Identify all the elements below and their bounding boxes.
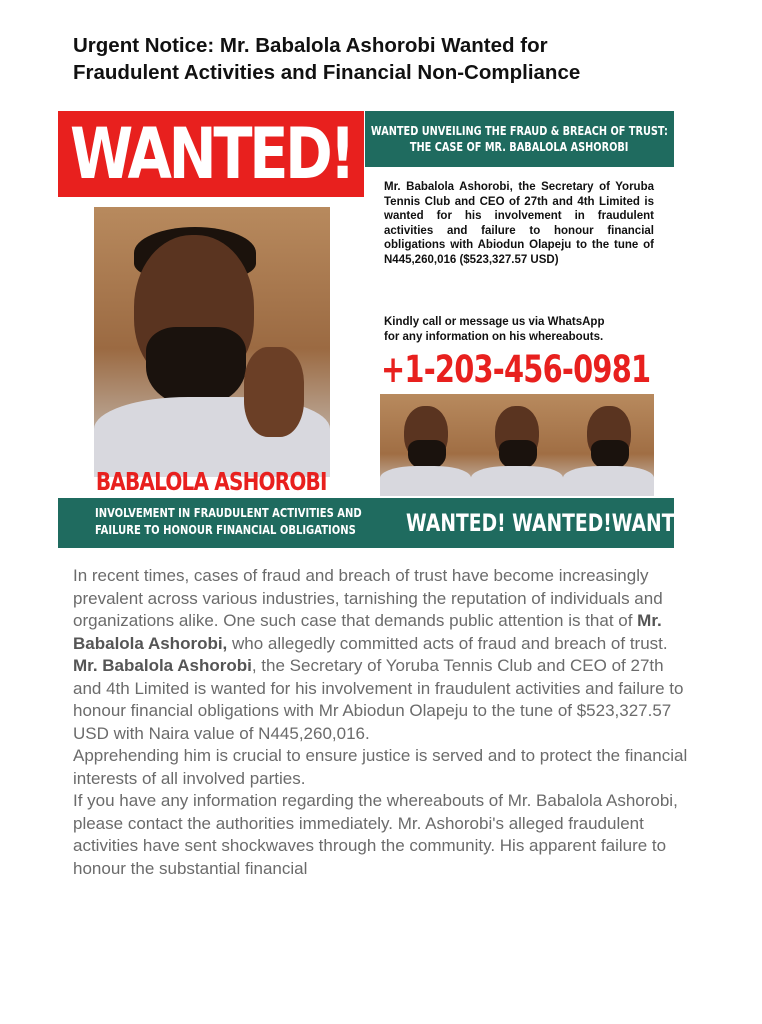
poster-header-line-1: WANTED UNVEILING THE FRAUD & BREACH OF TRUST:	[370, 123, 669, 138]
article-name-bold: Mr. Babalola Ashorobi	[73, 656, 252, 675]
suspect-name-text: BABALOLA ASHOROBI	[95, 467, 327, 496]
photo-hand	[244, 347, 304, 437]
poster-header-line-2: THE CASE OF MR. BABALOLA ASHOROBI	[410, 139, 629, 154]
contact-line-2: for any information on his whereabouts.	[384, 330, 604, 343]
photo-beard	[146, 327, 246, 407]
thumbnail-photo	[380, 394, 471, 494]
phone-number	[381, 348, 674, 392]
article-paragraph: If you have any information regarding the whereabouts of Mr. Babalola Ashorobi, please contact the authorities immediately. Mr. Ashorobi's alleged fraudulent activities have sent shockwaves through the community. His apparent failure to honour the substantial financial	[73, 791, 678, 878]
article-text: , the Secretary of Yoruba Tennis Club and CEO of 27th and 4th Limited is wanted for his involvement in fraudulent activities and failure to honour financial obligations with Mr Abiodun Olapeju to the tune of $523,327.57 USD with Naira value of N445,260,016.	[73, 656, 684, 743]
title-line-1: Urgent Notice: Mr. Babalola Ashorobi Wanted for	[73, 34, 548, 57]
wanted-repeat-text: WANTED! WANTED!WANTED!	[406, 509, 712, 537]
poster-footer	[58, 498, 712, 548]
suspect-photo	[94, 207, 330, 465]
contact-line-1: Kindly call or message us via WhatsApp	[384, 316, 605, 328]
thumbnail-photo	[471, 394, 562, 494]
poster-description: Mr. Babalola Ashorobi, the Secretary of Yoruba Tennis Club and CEO of 27th and 4th Limited is wanted for his involvement in fraudulent activities and failure to honour financial obligations with Abiodun Olapeju to the tune of N445,260,016 ($523,327.57 USD)	[384, 181, 654, 266]
article-name-bold: Mr. Babalola Ashorobi,	[73, 611, 662, 653]
involvement-line-2: FAILURE TO HONOUR FINANCIAL OBLIGATIONS	[95, 522, 356, 537]
phone-number-text: +1-203-456-0981	[381, 348, 651, 391]
contact-instructions	[384, 315, 664, 344]
poster-header	[365, 111, 674, 167]
photo-thumbnails	[380, 394, 654, 494]
article-text: In recent times, cases of fraud and breach of trust have become increasingly prevalent across various industries, tarnishing the reputation of individuals and organizations alike. One such case that demands public attention is that of	[73, 566, 663, 630]
article-body	[73, 565, 693, 880]
suspect-name	[58, 465, 364, 499]
thumbnail-photo	[563, 394, 654, 494]
title-line-2: Fraudulent Activities and Financial Non-Compliance	[73, 61, 581, 84]
article-paragraph	[73, 565, 693, 655]
involvement-line-1: INVOLVEMENT IN FRAUDULENT ACTIVITIES AND	[95, 505, 362, 520]
wanted-repeat	[363, 506, 712, 540]
wanted-heading: WANTED!	[69, 113, 353, 195]
involvement-text	[66, 504, 362, 538]
wanted-poster	[58, 111, 712, 548]
article-paragraph: Apprehending him is crucial to ensure justice is served and to protect the financial interests of all involved parties.	[73, 746, 688, 788]
article-paragraph	[73, 655, 693, 745]
wanted-banner	[58, 111, 364, 197]
page-title	[73, 32, 713, 86]
article-text: who allegedly committed acts of fraud and breach of trust.	[227, 633, 668, 653]
